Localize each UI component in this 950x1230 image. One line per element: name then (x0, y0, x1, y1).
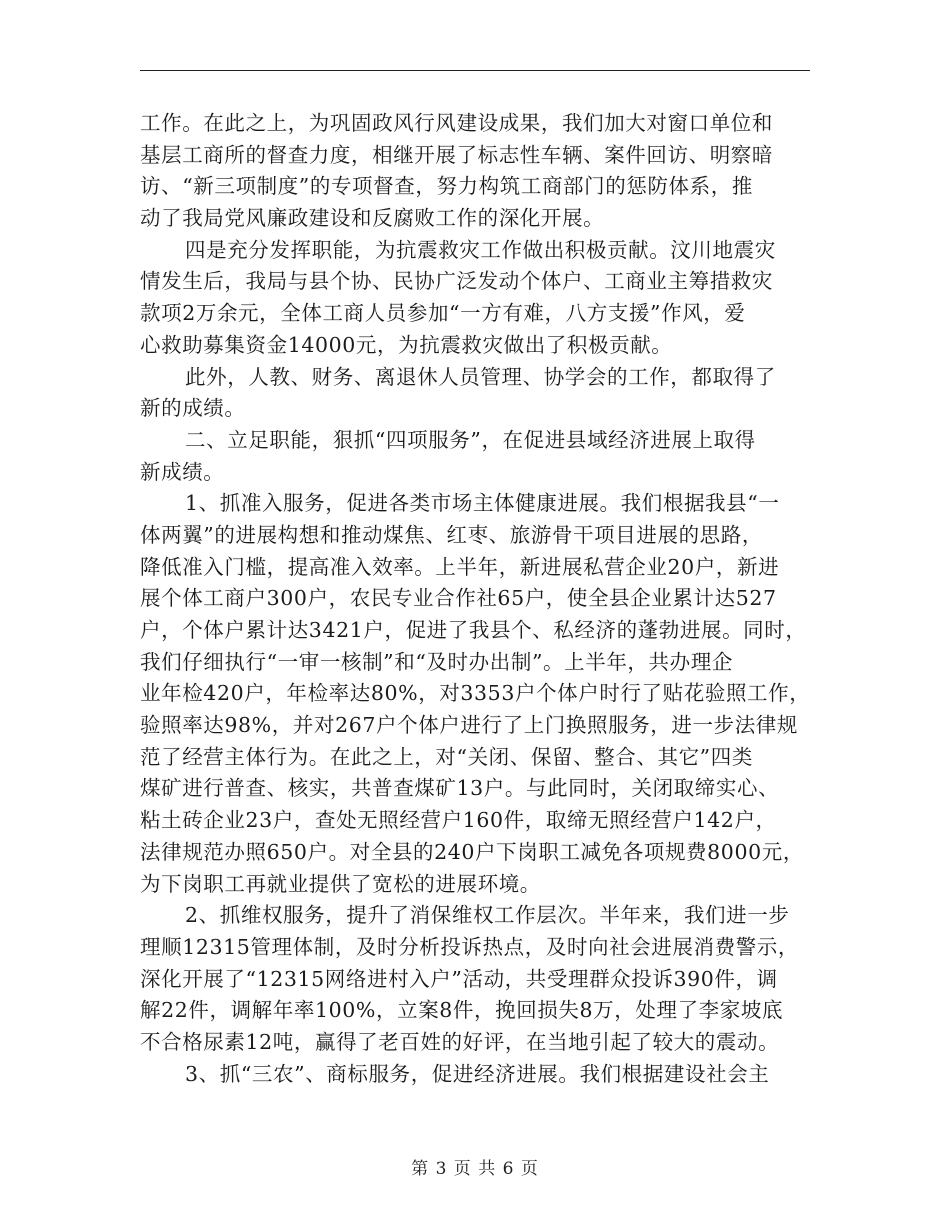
text-line: 情发生后，我局与县个协、民协广泛发动个体户、工商业主筹措救灾 (140, 269, 773, 294)
text-line: 粘土砖企业23户，查处无照经营户160件，取缔无照经营户142户， (140, 808, 777, 833)
text-line: 业年检420户，年检率达80%，对3353户个体户时行了贴花验照工作， (140, 681, 811, 706)
text-line: 范了经营主体行为。在此之上，对“关闭、保留、整合、其它”四类 (140, 744, 753, 769)
text-line: 2、抓维权服务，提升了消保维权工作层次。半年来，我们进一步 (185, 903, 790, 928)
text-line: 新的成绩。 (140, 396, 246, 421)
text-line: 验照率达98%，并对267户个体户进行了上门换照服务，进一步法律规 (140, 713, 798, 738)
document-body (140, 108, 812, 1090)
page-footer: 第 3 页 共 6 页 (411, 1159, 539, 1179)
text-line: 心救助募集资金14000元，为抗震救灾做出了积极贡献。 (140, 332, 673, 357)
text-line: 法律规范办照650户。对全县的240户下岗职工减免各项规费8000元， (140, 839, 804, 864)
text-line: 降低准入门槛，提高准入效率。上半年，新进展私营企业20户，新进 (140, 554, 780, 579)
text-line: 四是充分发挥职能，为抗震救灾工作做出积极贡献。汶川地震灾 (185, 237, 776, 262)
text-line: 访、“新三项制度”的专项督查，努力构筑工商部门的惩防体系，推 (140, 174, 753, 199)
text-line: 此外，人教、财务、离退休人员管理、协学会的工作，都取得了 (185, 364, 776, 389)
text-line: 理顺12315管理体制，及时分析投诉热点，及时向社会进展消费警示， (140, 934, 800, 959)
text-line: 户，个体户累计达3421户，促进了我县个、私经济的蓬勃进展。同时， (140, 618, 807, 642)
text-line: 我们仔细执行“一审一核制”和“及时办出制”。上半年，共办理企 (140, 649, 733, 674)
text-line: 3、抓“三农”、商标服务，促进经济进展。我们根据建设社会主 (185, 1061, 770, 1086)
text-line: 不合格尿素12吨，赢得了老百姓的好评，在当地引起了较大的震动。 (140, 1029, 780, 1054)
text-line: 基层工商所的督查力度，相继开展了标志性车辆、案件回访、明察暗 (140, 142, 773, 167)
header-rule (140, 70, 810, 71)
text-line: 为下岗职工再就业提供了宽松的进展环境。 (140, 871, 541, 896)
text-line: 解22件，调解年率100%，立案8件，挽回损失8万，处理了李家坡底 (140, 998, 784, 1023)
text-line: 二、立足职能，狠抓“四项服务”，在促进县域经济进展上取得 (185, 427, 756, 452)
text-line: 新成绩。 (140, 459, 225, 484)
text-line: 体两翼”的进展构想和推动煤焦、红枣、旅游骨干项目进展的思路， (140, 522, 763, 547)
text-line: 工作。在此之上，为巩固政风行风建设成果，我们加大对窗口单位和 (140, 111, 773, 135)
text-line: 款项2万余元，全体工商人员参加“一方有难，八方支援”作风，爱 (140, 301, 746, 326)
text-line: 煤矿进行普查、核实，共普查煤矿13户。与此同时，关闭取缔实心、 (140, 776, 780, 801)
text-line: 深化开展了“12315网络进村入户”活动，共受理群众投诉390件，调 (140, 966, 778, 991)
text-line: 展个体工商户300户，农民专业合作社65户，使全县企业累计达527 (140, 586, 777, 611)
text-line: 动了我局党风廉政建设和反腐败工作的深化开展。 (140, 206, 605, 231)
text-line: 1、抓准入服务，促进各类市场主体健康进展。我们根据我县“一 (185, 491, 780, 516)
